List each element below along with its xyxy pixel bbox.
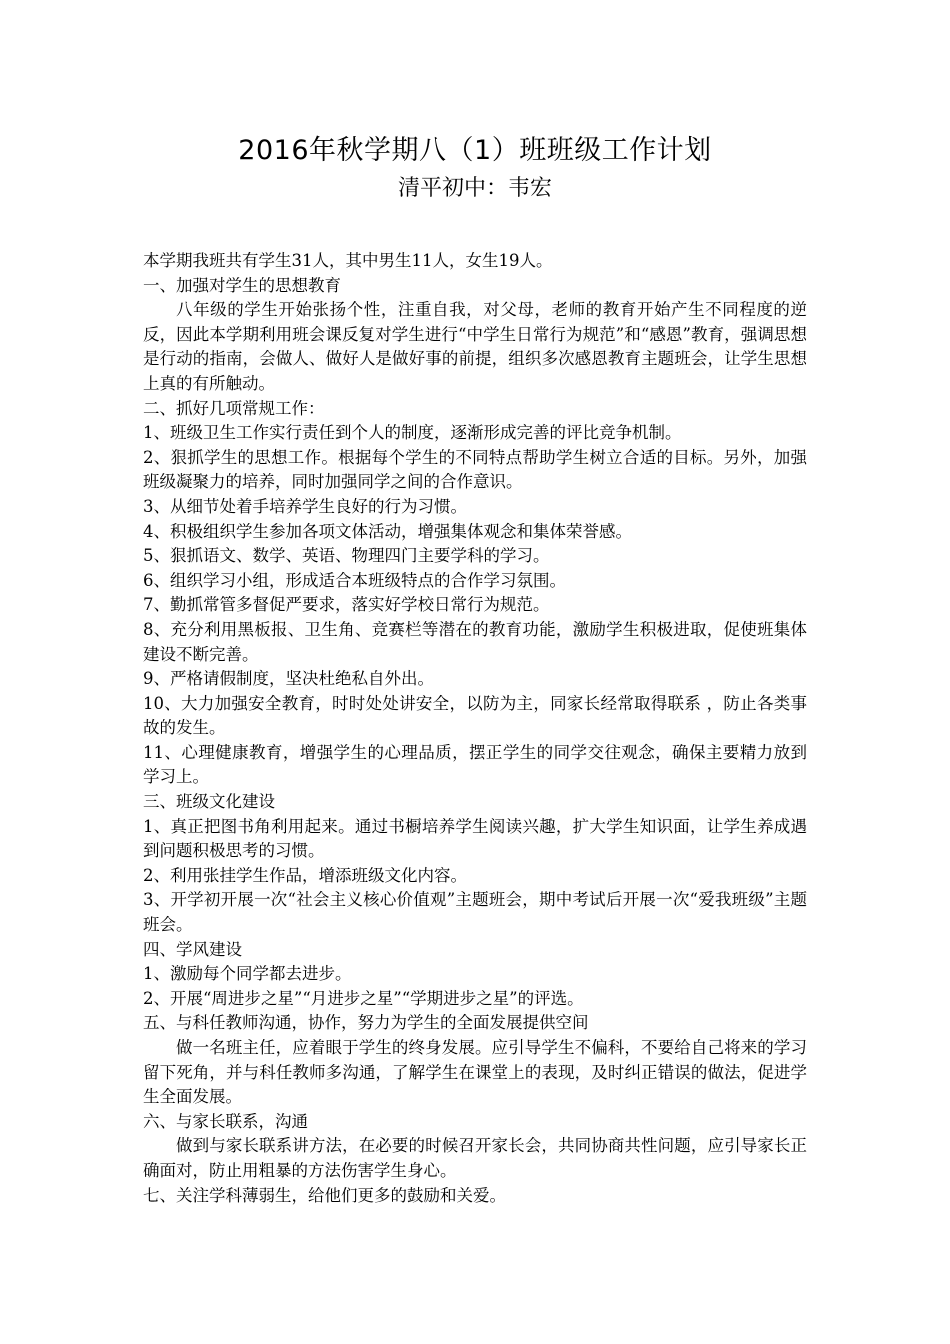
document-body	[143, 249, 807, 1208]
paragraph: 1、真正把图书角利用起来。通过书橱培养学生阅读兴趣，扩大学生知识面，让学生养成遇到问题积极思考的习惯。	[143, 816, 807, 861]
paragraph: 三、班级文化建设	[143, 792, 275, 812]
paragraph: 8、充分利用黑板报、卫生角、竞赛栏等潜在的教育功能，激励学生积极进取，促使班集体建设不断完善。	[143, 619, 807, 664]
paragraph: 本学期我班共有学生31人，其中男生11人，女生19人。	[143, 251, 553, 270]
document-title: 2016年秋学期八（1）班班级工作计划	[238, 135, 712, 166]
paragraph: 1、班级卫生工作实行责任到个人的制度，逐渐形成完善的评比竞争机制。	[143, 423, 682, 443]
paragraph: 2、利用张挂学生作品，增添班级文化内容。	[143, 865, 467, 885]
paragraph: 3、开学初开展一次“社会主义核心价值观”主题班会，期中考试后开展一次“爱我班级”主题班会。	[143, 890, 807, 935]
paragraph: 2、开展“周进步之星”“月进步之星”“学期进步之星”的评选。	[143, 988, 584, 1008]
paragraph: 二、抓好几项常规工作：	[143, 398, 325, 418]
paragraph: 1、激励每个同学都去进步。	[143, 964, 352, 984]
paragraph: 2、狠抓学生的思想工作。根据每个学生的不同特点帮助学生树立合适的目标。另外，加强班级凝聚力的培养，同时加强同学之间的合作意识。	[143, 447, 807, 492]
paragraph: 7、勤抓常管多督促严要求，落实好学校日常行为规范。	[143, 595, 550, 615]
paragraph: 6、组织学习小组，形成适合本班级特点的合作学习氛围。	[143, 570, 566, 590]
paragraph: 10、大力加强安全教育，时时处处讲安全，以防为主，同家长经常取得联系 ，防止各类事故的发生。	[143, 693, 807, 738]
paragraph: 八年级的学生开始张扬个性，注重自我，对父母，老师的教育开始产生不同程度的逆反，因此本学期利用班会课反复对学生进行“中学生日常行为规范”和“感恩”教育，强调思想是行动的指南，会做人、做好人是做好事的前提，组织多次感恩教育主题班会，让学生思想上真的有所触动。	[143, 300, 807, 393]
paragraph: 3、从细节处着手培养学生良好的行为习惯。	[143, 496, 467, 516]
paragraph: 4、积极组织学生参加各项文体活动，增强集体观念和集体荣誉感。	[143, 521, 632, 541]
paragraph: 做到与家长联系讲方法，在必要的时候召开家长会，共同协商共性问题，应引导家长正确面对，防止用粗暴的方法伤害学生身心。	[143, 1136, 807, 1180]
paragraph: 5、狠抓语文、数学、英语、物理四门主要学科的学习。	[143, 546, 550, 566]
paragraph: 四、学风建设	[143, 939, 242, 959]
paragraph: 一、加强对学生的思想教育	[143, 275, 341, 295]
paragraph: 9、严格请假制度，坚决杜绝私自外出。	[143, 669, 434, 689]
document-author: 清平初中：韦宏	[397, 176, 552, 201]
paragraph: 七、关注学科薄弱生，给他们更多的鼓励和关爱。	[143, 1185, 506, 1205]
paragraph: 五、与科任教师沟通，协作，努力为学生的全面发展提供空间	[143, 1013, 589, 1033]
paragraph: 六、与家长联系，沟通	[143, 1111, 308, 1131]
paragraph: 11、心理健康教育，增强学生的心理品质，摆正学生的同学交往观念，确保主要精力放到学习上。	[143, 742, 807, 787]
paragraph: 做一名班主任，应着眼于学生的终身发展。应引导学生不偏科，不要给自己将来的学习留下死角，并与科任教师多沟通，了解学生在课堂上的表现，及时纠正错误的做法，促进学生全面发展。	[143, 1038, 807, 1107]
